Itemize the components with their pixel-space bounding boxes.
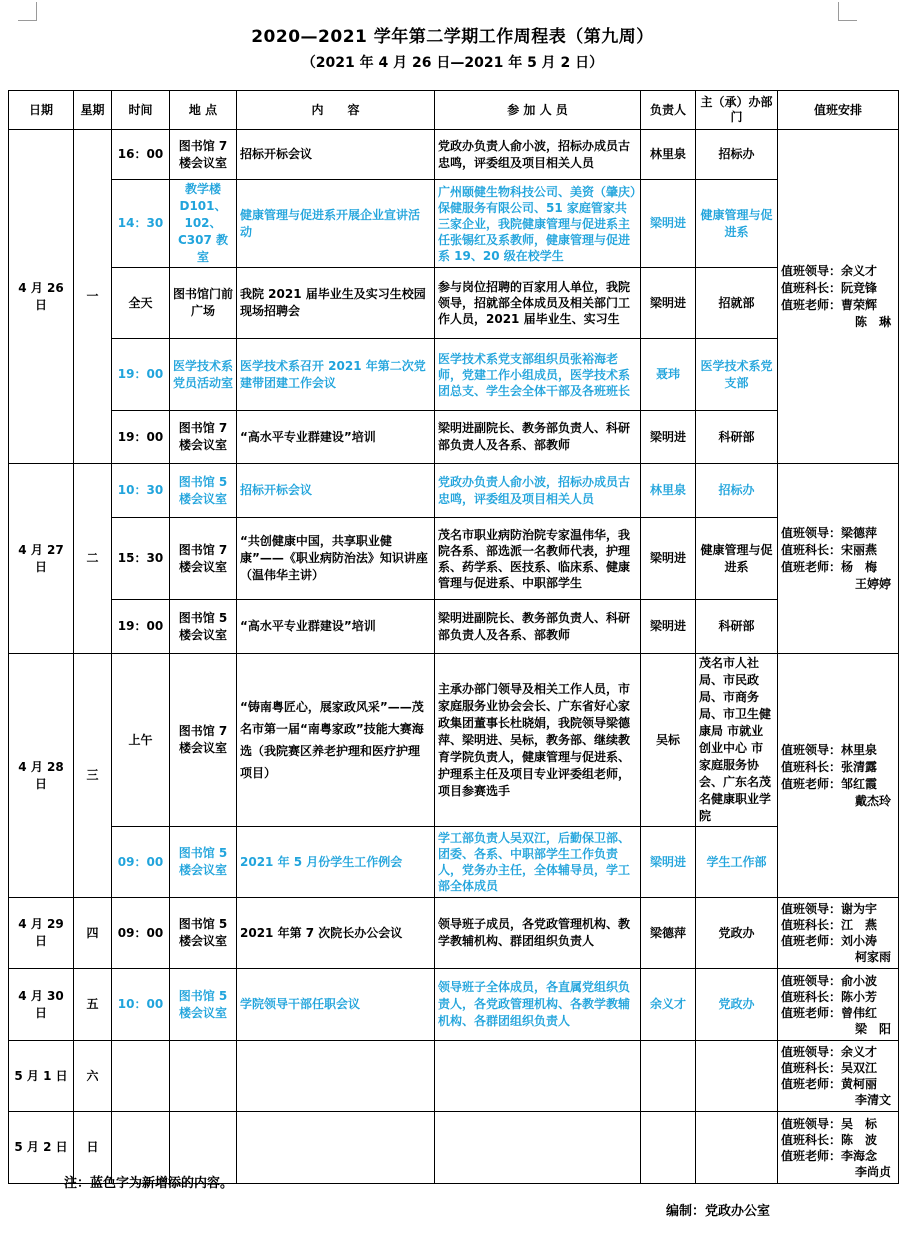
time-cell: 14：30 — [112, 180, 170, 268]
duty-teacher-2: 陈 琳 — [854, 314, 891, 329]
duty-teacher: 值班老师：曾伟红 — [781, 1005, 878, 1020]
duty-cell — [778, 1112, 899, 1184]
participants-cell — [435, 1041, 641, 1112]
participants-cell: 党政办负责人俞小波，招标办成员古忠鸣，评委组及项目相关人员 — [435, 464, 641, 518]
header-place: 地 点 — [170, 91, 237, 130]
table-row — [9, 180, 899, 268]
date-cell: 4 月 30 日 — [9, 969, 74, 1041]
owner-cell — [641, 1112, 696, 1184]
duty-teacher-2: 王婷婷 — [854, 576, 891, 591]
header-dept: 主（承）办部 门 — [696, 91, 778, 130]
participants-cell: 广州颐健生物科技公司、美资（肇庆）保健服务有限公司、51 家庭管家共三家企业，我院健康管理与促进系主任张锡红及系教师，健康管理与促进系 19、20 级在校学生 — [435, 180, 641, 268]
weekday-cell: 二 — [74, 464, 112, 654]
page-subtitle: （2021 年 4 月 26 日—2021 年 5 月 2 日） — [301, 55, 604, 71]
table-row — [9, 518, 899, 600]
content-cell: “铸南粤匠心，展家政风采”——茂名市第一届“南粤家政”技能大赛海选（我院赛区养老护理和医疗护理项目） — [237, 654, 435, 827]
dept-cell — [696, 1041, 778, 1112]
dept-cell — [696, 1112, 778, 1184]
dept-cell: 党政办 — [696, 898, 778, 969]
footnote: 注：蓝色字为新增添的内容。 — [64, 1176, 234, 1191]
content-cell: 医学技术系召开 2021 年第二次党建带团建工作会议 — [237, 339, 435, 411]
table-row — [9, 600, 899, 654]
owner-cell: 梁明进 — [641, 411, 696, 464]
table-row — [9, 969, 899, 1041]
owner-cell: 梁明进 — [641, 600, 696, 654]
owner-cell: 梁明进 — [641, 180, 696, 268]
duty-teacher-2: 戴杰玲 — [854, 793, 891, 808]
header-time: 时间 — [112, 91, 170, 130]
weekday-cell: 一 — [74, 130, 112, 464]
duty-leader: 值班领导：余义才 — [781, 1045, 878, 1059]
participants-cell: 梁明进副院长、教务部负责人、科研部负责人及各系、部教师 — [435, 411, 641, 464]
table-row — [9, 130, 899, 180]
duty-teacher: 值班老师：邹红霞 — [781, 776, 878, 791]
participants-cell: 参与岗位招聘的百家用人单位，我院领导，招就部全体成员及相关部门工作人员，2021 届毕业生、实习生 — [435, 268, 641, 339]
date-cell: 5 月 1 日 — [9, 1041, 74, 1112]
table-row — [9, 339, 899, 411]
duty-chief: 值班科长：陈 波 — [781, 1132, 878, 1147]
page-title: 2020—2021 学年第二学期工作周程表（第九周） — [251, 27, 654, 47]
duty-teacher: 值班老师：李海念 — [781, 1148, 878, 1163]
duty-teacher: 值班老师：杨 梅 — [781, 559, 878, 574]
table-row — [9, 898, 899, 969]
owner-cell: 梁明进 — [641, 268, 696, 339]
header-owner: 负责人 — [641, 91, 696, 130]
duty-leader: 值班领导：谢为宇 — [781, 902, 878, 916]
duty-cell — [778, 130, 899, 464]
owner-cell: 林里泉 — [641, 464, 696, 518]
schedule-table — [8, 90, 899, 1184]
weekday-cell: 五 — [74, 969, 112, 1041]
table-row — [9, 411, 899, 464]
participants-cell — [435, 1112, 641, 1184]
place-cell: 图书馆 5 楼会议室 — [170, 969, 237, 1041]
table-row — [9, 268, 899, 339]
date-cell: 5 月 2 日 — [9, 1112, 74, 1184]
duty-teacher-2: 李清文 — [854, 1093, 891, 1107]
content-cell: 2021 年第 7 次院长办公会议 — [237, 898, 435, 969]
participants-cell: 学工部负责人吴双江，后勤保卫部、团委、各系、中职部学生工作负责人，党务办主任，全体辅导员，学工部全体成员 — [435, 827, 641, 898]
duty-leader: 值班领导：林里泉 — [781, 742, 878, 757]
duty-cell — [778, 969, 899, 1041]
participants-cell: 医学技术系党支部组织员张裕海老师，党建工作小组成员，医学技术系团总支、学生会全体干部及各班班长 — [435, 339, 641, 411]
participants-cell: 领导班子全体成员，各直属党组织负责人，各党政管理机构、各教学教辅机构、各群团组织负责人 — [435, 969, 641, 1041]
dept-cell: 科研部 — [696, 600, 778, 654]
duty-teacher: 值班老师：刘小涛 — [781, 934, 878, 948]
dept-cell: 茂名市人社局、市民政局、市商务局、市卫生健康局 市就业创业中心 市家庭服务协会、广东名茂名健康职业学院 — [696, 654, 778, 827]
time-cell: 上午 — [112, 654, 170, 827]
time-cell — [112, 1041, 170, 1112]
header-date: 日期 — [9, 91, 74, 130]
duty-teacher: 值班老师：黄柯丽 — [781, 1077, 878, 1091]
place-cell: 图书馆 5 楼会议室 — [170, 898, 237, 969]
participants-cell: 茂名市职业病防治院专家温伟华，我院各系、部选派一名教师代表，护理系、药学系、医技系、临床系、健康管理与促进系、中职部学生 — [435, 518, 641, 600]
owner-cell: 林里泉 — [641, 130, 696, 180]
duty-chief: 值班科长：宋丽燕 — [781, 542, 878, 557]
editor-credit: 编制：党政办公室 — [666, 1204, 771, 1219]
page-corner-mark-right — [838, 2, 857, 21]
owner-cell: 聂玮 — [641, 339, 696, 411]
content-cell: 我院 2021 届毕业生及实习生校园现场招聘会 — [237, 268, 435, 339]
duty-chief: 值班科长：陈小芳 — [781, 989, 878, 1004]
dept-cell: 健康管理与促进系 — [696, 180, 778, 268]
time-cell: 15：30 — [112, 518, 170, 600]
weekday-cell: 三 — [74, 654, 112, 898]
duty-leader: 值班领导：吴 标 — [781, 1116, 878, 1131]
time-cell: 09：00 — [112, 827, 170, 898]
owner-cell: 梁德萍 — [641, 898, 696, 969]
date-cell: 4 月 29 日 — [9, 898, 74, 969]
duty-teacher-2: 柯家雨 — [854, 950, 891, 964]
dept-cell: 科研部 — [696, 411, 778, 464]
dept-cell: 招标办 — [696, 130, 778, 180]
duty-leader: 值班领导：梁德萍 — [781, 525, 878, 540]
content-cell: “高水平专业群建设”培训 — [237, 411, 435, 464]
weekday-cell: 日 — [74, 1112, 112, 1184]
participants-cell: 党政办负责人俞小波，招标办成员古忠鸣，评委组及项目相关人员 — [435, 130, 641, 180]
time-cell: 09：00 — [112, 898, 170, 969]
content-cell: 2021 年 5 月份学生工作例会 — [237, 827, 435, 898]
table-row — [9, 654, 899, 827]
place-cell: 图书馆 5 楼会议室 — [170, 600, 237, 654]
duty-cell — [778, 1041, 899, 1112]
duty-teacher-2: 梁 阳 — [854, 1021, 891, 1036]
participants-cell: 主承办部门领导及相关工作人员，市家庭服务业协会会长、广东省好心家政集团董事长杜晓娟，我院领导梁德萍、梁明进、吴标，教务部、继续教育学院负责人，健康管理与促进系、护理系主任及项目专业评委组老师，项目参赛选手 — [435, 654, 641, 827]
dept-cell: 党政办 — [696, 969, 778, 1041]
duty-cell — [778, 654, 899, 898]
place-cell: 图书馆 5 楼会议室 — [170, 464, 237, 518]
table-row — [9, 464, 899, 518]
place-cell: 图书馆 5 楼会议室 — [170, 827, 237, 898]
time-cell: 10：00 — [112, 969, 170, 1041]
place-cell: 图书馆 7 楼会议室 — [170, 411, 237, 464]
weekday-cell: 四 — [74, 898, 112, 969]
duty-cell — [778, 898, 899, 969]
table-row — [9, 827, 899, 898]
date-cell: 4 月 28 日 — [9, 654, 74, 898]
dept-cell: 招就部 — [696, 268, 778, 339]
place-cell: 教学楼 D101、102、C307 教室 — [170, 180, 237, 268]
dept-cell: 健康管理与促进系 — [696, 518, 778, 600]
duty-chief: 值班科长：江 燕 — [781, 918, 878, 932]
owner-cell: 余义才 — [641, 969, 696, 1041]
time-cell: 19：00 — [112, 411, 170, 464]
header-row — [9, 91, 899, 130]
date-cell: 4 月 26 日 — [9, 130, 74, 464]
participants-cell: 梁明进副院长、教务部负责人、科研部负责人及各系、部教师 — [435, 600, 641, 654]
weekday-cell: 六 — [74, 1041, 112, 1112]
place-cell: 图书馆 7 楼会议室 — [170, 130, 237, 180]
content-cell: 健康管理与促进系开展企业宣讲活动 — [237, 180, 435, 268]
time-cell: 全天 — [112, 268, 170, 339]
header-participants: 参 加 人 员 — [435, 91, 641, 130]
place-cell: 医学技术系党员活动室 — [170, 339, 237, 411]
dept-cell: 医学技术系党支部 — [696, 339, 778, 411]
owner-cell: 吴标 — [641, 654, 696, 827]
header-content: 内 容 — [237, 91, 435, 130]
content-cell: 招标开标会议 — [237, 464, 435, 518]
duty-chief: 值班科长：阮竞锋 — [781, 280, 878, 295]
page-corner-mark-left — [18, 2, 37, 21]
time-cell: 19：00 — [112, 600, 170, 654]
content-cell — [237, 1112, 435, 1184]
duty-chief: 值班科长：吴双江 — [781, 1061, 878, 1075]
participants-cell: 领导班子成员，各党政管理机构、教学教辅机构、群团组织负责人 — [435, 898, 641, 969]
duty-leader: 值班领导：余义才 — [781, 263, 878, 278]
header-weekday: 星期 — [74, 91, 112, 130]
date-cell: 4 月 27 日 — [9, 464, 74, 654]
place-cell — [170, 1041, 237, 1112]
duty-chief: 值班科长：张清露 — [781, 759, 878, 774]
header-duty: 值班安排 — [778, 91, 899, 130]
time-cell: 19：00 — [112, 339, 170, 411]
owner-cell: 梁明进 — [641, 518, 696, 600]
duty-leader: 值班领导：俞小波 — [781, 973, 878, 988]
place-cell: 图书馆 7 楼会议室 — [170, 518, 237, 600]
place-cell: 图书馆门前广场 — [170, 268, 237, 339]
time-cell: 16：00 — [112, 130, 170, 180]
content-cell: “高水平专业群建设”培训 — [237, 600, 435, 654]
content-cell — [237, 1041, 435, 1112]
duty-teacher-2: 李尚贞 — [854, 1164, 891, 1179]
duty-teacher: 值班老师：曹荣辉 — [781, 297, 878, 312]
duty-cell — [778, 464, 899, 654]
place-cell: 图书馆 7 楼会议室 — [170, 654, 237, 827]
dept-cell: 招标办 — [696, 464, 778, 518]
time-cell: 10：30 — [112, 464, 170, 518]
owner-cell: 梁明进 — [641, 827, 696, 898]
dept-cell: 学生工作部 — [696, 827, 778, 898]
content-cell: 学院领导干部任职会议 — [237, 969, 435, 1041]
owner-cell — [641, 1041, 696, 1112]
table-row — [9, 1041, 899, 1112]
content-cell: 招标开标会议 — [237, 130, 435, 180]
content-cell: “共创健康中国，共享职业健康”——《职业病防治法》知识讲座（温伟华主讲） — [237, 518, 435, 600]
